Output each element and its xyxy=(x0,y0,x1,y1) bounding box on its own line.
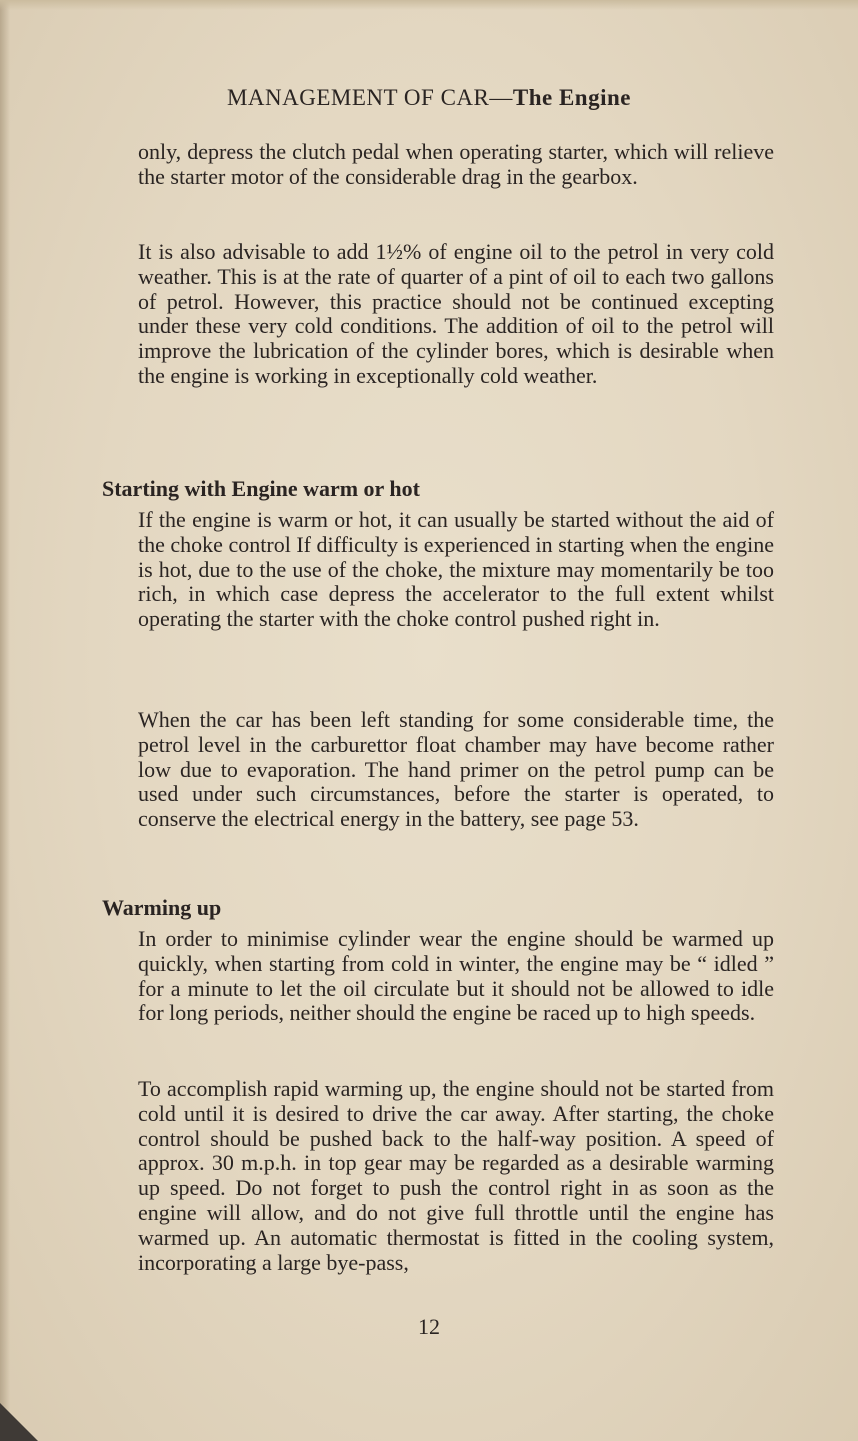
corner-tab xyxy=(0,1403,38,1441)
page-number: 12 xyxy=(418,1314,440,1339)
paragraph-clutch: only, depress the clutch pedal when operating starter, which will relieve the starter motor of the considerable drag in the gearbox. xyxy=(138,139,774,189)
header-prefix: MANAGEMENT OF CAR— xyxy=(226,85,513,110)
paragraph-warm-start: If the engine is warm or hot, it can usually be started without the aid of the choke control If difficulty is experienced in starting when the engine is hot, due to the use of the choke, the mixture may momentarily be too rich, in which case depress the accelerator to the full extent whilst operating the starter with the choke control pushed right in. xyxy=(138,507,774,632)
running-header xyxy=(0,85,858,111)
header-section-title: The Engine xyxy=(512,85,631,110)
paragraph-oil-petrol: It is also advisable to add 1½% of engine oil to the petrol in very cold weather. This is at the rate of quarter of a pint of oil to each two gallons of petrol. However, this practice should not be continued excepting under these very cold conditions. The addition of oil to the petrol will improve the lubrication of the cylinder bores, which is desirable when the engine is working in exceptionally cold weather. xyxy=(138,239,774,388)
page-left-edge xyxy=(0,0,10,1441)
paragraph-cylinder-wear: In order to minimise cylinder wear the engine should be warmed up quickly, when starting from cold in winter, the engine may be “ idled ” for a minute to let the oil circulate but it should not be allowed to idle for long periods, neither should the engine be raced up to high speeds. xyxy=(138,926,774,1026)
heading-warming-up: Warming up xyxy=(102,895,222,920)
paragraph-car-standing: When the car has been left standing for some considerable time, the petrol level in the carburettor float chamber may have become rather low due to evaporation. The hand primer on the petrol pump can be used under such circumstances, before the starter is operated, to conserve the electrical energy in the battery, see page 53. xyxy=(138,707,774,832)
page-top-edge xyxy=(0,0,858,10)
paragraph-rapid-warming: To accomplish rapid warming up, the engine should not be started from cold until it is desired to drive the car away. After starting, the choke control should be pushed back to the half-way position. A speed of approx. 30 m.p.h. in top gear may be regarded as a desirable warming up speed. Do not forget to push the control right in as soon as the engine will allow, and do not give full throttle until the engine has warmed up. An automatic thermostat is fitted in the cooling system, incorporating a large bye-pass, xyxy=(138,1076,774,1275)
heading-starting-warm: Starting with Engine warm or hot xyxy=(102,476,420,501)
